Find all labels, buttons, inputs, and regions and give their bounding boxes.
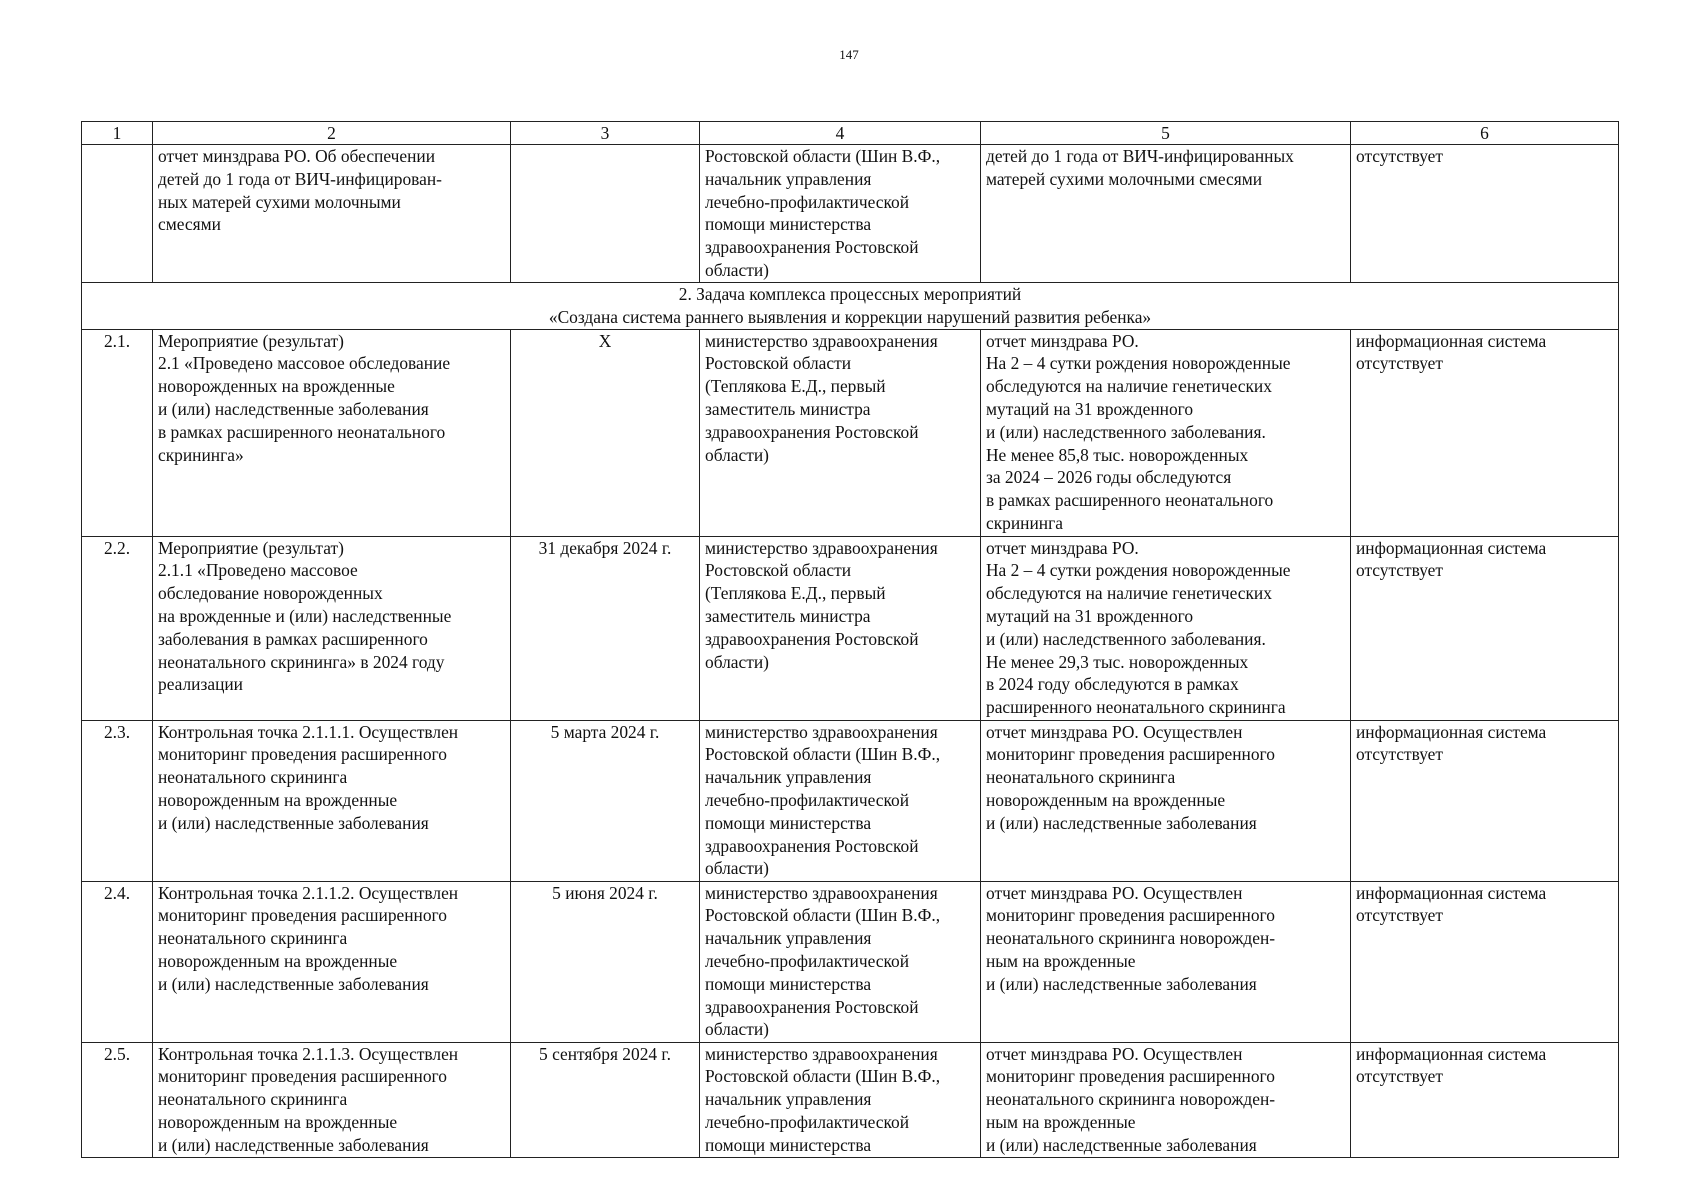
column-header: 3: [511, 122, 700, 145]
row-number-cell: 2.5.: [82, 1042, 153, 1157]
section-subtitle: «Создана система раннего выявления и коррекции нарушений развития ребенка»: [548, 306, 1152, 327]
page-number: 147: [839, 47, 859, 62]
responsible-cell: Ростовской области (Шин В.Ф., начальник управления лечебно-профилактической помощи министерства здравоохранения Ростовской области): [700, 145, 981, 283]
column-header: 2: [153, 122, 511, 145]
table-row: [82, 536, 1619, 720]
deadline-cell: 5 марта 2024 г.: [511, 720, 700, 881]
result-cell: отчет минздрава РО. Осуществлен мониторинг проведения расширенного неонатального скрининга новорожденным на врожденные и (или) наследственные заболевания: [981, 720, 1351, 881]
deadline-cell: 5 июня 2024 г.: [511, 881, 700, 1042]
row-number-cell: 2.2.: [82, 536, 153, 720]
info-system-cell: информационная система отсутствует: [1351, 881, 1619, 1042]
deadline-cell: X: [511, 329, 700, 536]
result-cell: отчет минздрава РО. На 2 – 4 сутки рождения новорожденные обследуются на наличие генетических мутаций на 31 врожденного и (или) наследственного заболевания. Не менее 29,3 тыс. новорожденных в 2024 году обследуются в рамках расширенного неонатального скрининга: [981, 536, 1351, 720]
responsible-cell: министерство здравоохранения Ростовской области (Шин В.Ф., начальник управления лечебно-профилактической помощи министерства: [700, 1042, 981, 1157]
column-header: 5: [981, 122, 1351, 145]
column-header: 6: [1351, 122, 1619, 145]
measures-table: [81, 121, 1619, 1158]
deadline-cell: 5 сентября 2024 г.: [511, 1042, 700, 1157]
column-header: 1: [82, 122, 153, 145]
result-cell: отчет минздрава РО. На 2 – 4 сутки рождения новорожденные обследуются на наличие генетических мутаций на 31 врожденного и (или) наследственного заболевания. Не менее 85,8 тыс. новорожденных за 2024 – 2026 годы обследуются в рамках расширенного неонатального скрининга: [981, 329, 1351, 536]
row-number-cell: 2.4.: [82, 881, 153, 1042]
info-system-cell: информационная система отсутствует: [1351, 720, 1619, 881]
measure-name-cell: Контрольная точка 2.1.1.2. Осуществлен мониторинг проведения расширенного неонатального скрининга новорожденным на врожденные и (или) наследственные заболевания: [153, 881, 511, 1042]
measure-name-cell: Мероприятие (результат) 2.1.1 «Проведено массовое обследование новорожденных на врожденные и (или) наследственные заболевания в рамках расширенного неонатального скрининга» в 2024 году реализации: [153, 536, 511, 720]
row-number-cell: 2.3.: [82, 720, 153, 881]
section-row: [82, 283, 1619, 330]
result-cell: детей до 1 года от ВИЧ-инфицированных матерей сухими молочными смесями: [981, 145, 1351, 283]
deadline-cell: [511, 145, 700, 283]
measure-name-cell: отчет минздрава РО. Об обеспечении детей до 1 года от ВИЧ-инфицирован- ных матерей сухими молочными смесями: [153, 145, 511, 283]
row-number-cell: [82, 145, 153, 283]
measure-name-cell: Контрольная точка 2.1.1.3. Осуществлен мониторинг проведения расширенного неонатального скрининга новорожденным на врожденные и (или) наследственные заболевания: [153, 1042, 511, 1157]
result-cell: отчет минздрава РО. Осуществлен мониторинг проведения расширенного неонатального скрининга новорожден- ным на врожденные и (или) наследственные заболевания: [981, 881, 1351, 1042]
table-row: [82, 329, 1619, 536]
section-heading: [82, 283, 1619, 330]
table-header-row: [82, 122, 1619, 145]
responsible-cell: министерство здравоохранения Ростовской области (Теплякова Е.Д., первый заместитель министра здравоохранения Ростовской области): [700, 329, 981, 536]
row-number-cell: 2.1.: [82, 329, 153, 536]
table-row: [82, 720, 1619, 881]
responsible-cell: министерство здравоохранения Ростовской области (Теплякова Е.Д., первый заместитель министра здравоохранения Ростовской области): [700, 536, 981, 720]
section-title: 2. Задача комплекса процессных мероприятий: [678, 284, 1022, 304]
responsible-cell: министерство здравоохранения Ростовской области (Шин В.Ф., начальник управления лечебно-профилактической помощи министерства здравоохранения Ростовской области): [700, 881, 981, 1042]
responsible-cell: министерство здравоохранения Ростовской области (Шин В.Ф., начальник управления лечебно-профилактической помощи министерства здравоохранения Ростовской области): [700, 720, 981, 881]
info-system-cell: информационная система отсутствует: [1351, 536, 1619, 720]
column-header: 4: [700, 122, 981, 145]
table-row: [82, 881, 1619, 1042]
result-cell: отчет минздрава РО. Осуществлен мониторинг проведения расширенного неонатального скрининга новорожден- ным на врожденные и (или) наследственные заболевания: [981, 1042, 1351, 1157]
measure-name-cell: Контрольная точка 2.1.1.1. Осуществлен мониторинг проведения расширенного неонатального скрининга новорожденным на врожденные и (или) наследственные заболевания: [153, 720, 511, 881]
info-system-cell: отсутствует: [1351, 145, 1619, 283]
info-system-cell: информационная система отсутствует: [1351, 329, 1619, 536]
table-row: [82, 1042, 1619, 1157]
measure-name-cell: Мероприятие (результат) 2.1 «Проведено массовое обследование новорожденных на врожденные и (или) наследственные заболевания в рамках расширенного неонатального скрининга»: [153, 329, 511, 536]
table-row: [82, 145, 1619, 283]
info-system-cell: информационная система отсутствует: [1351, 1042, 1619, 1157]
deadline-cell: 31 декабря 2024 г.: [511, 536, 700, 720]
